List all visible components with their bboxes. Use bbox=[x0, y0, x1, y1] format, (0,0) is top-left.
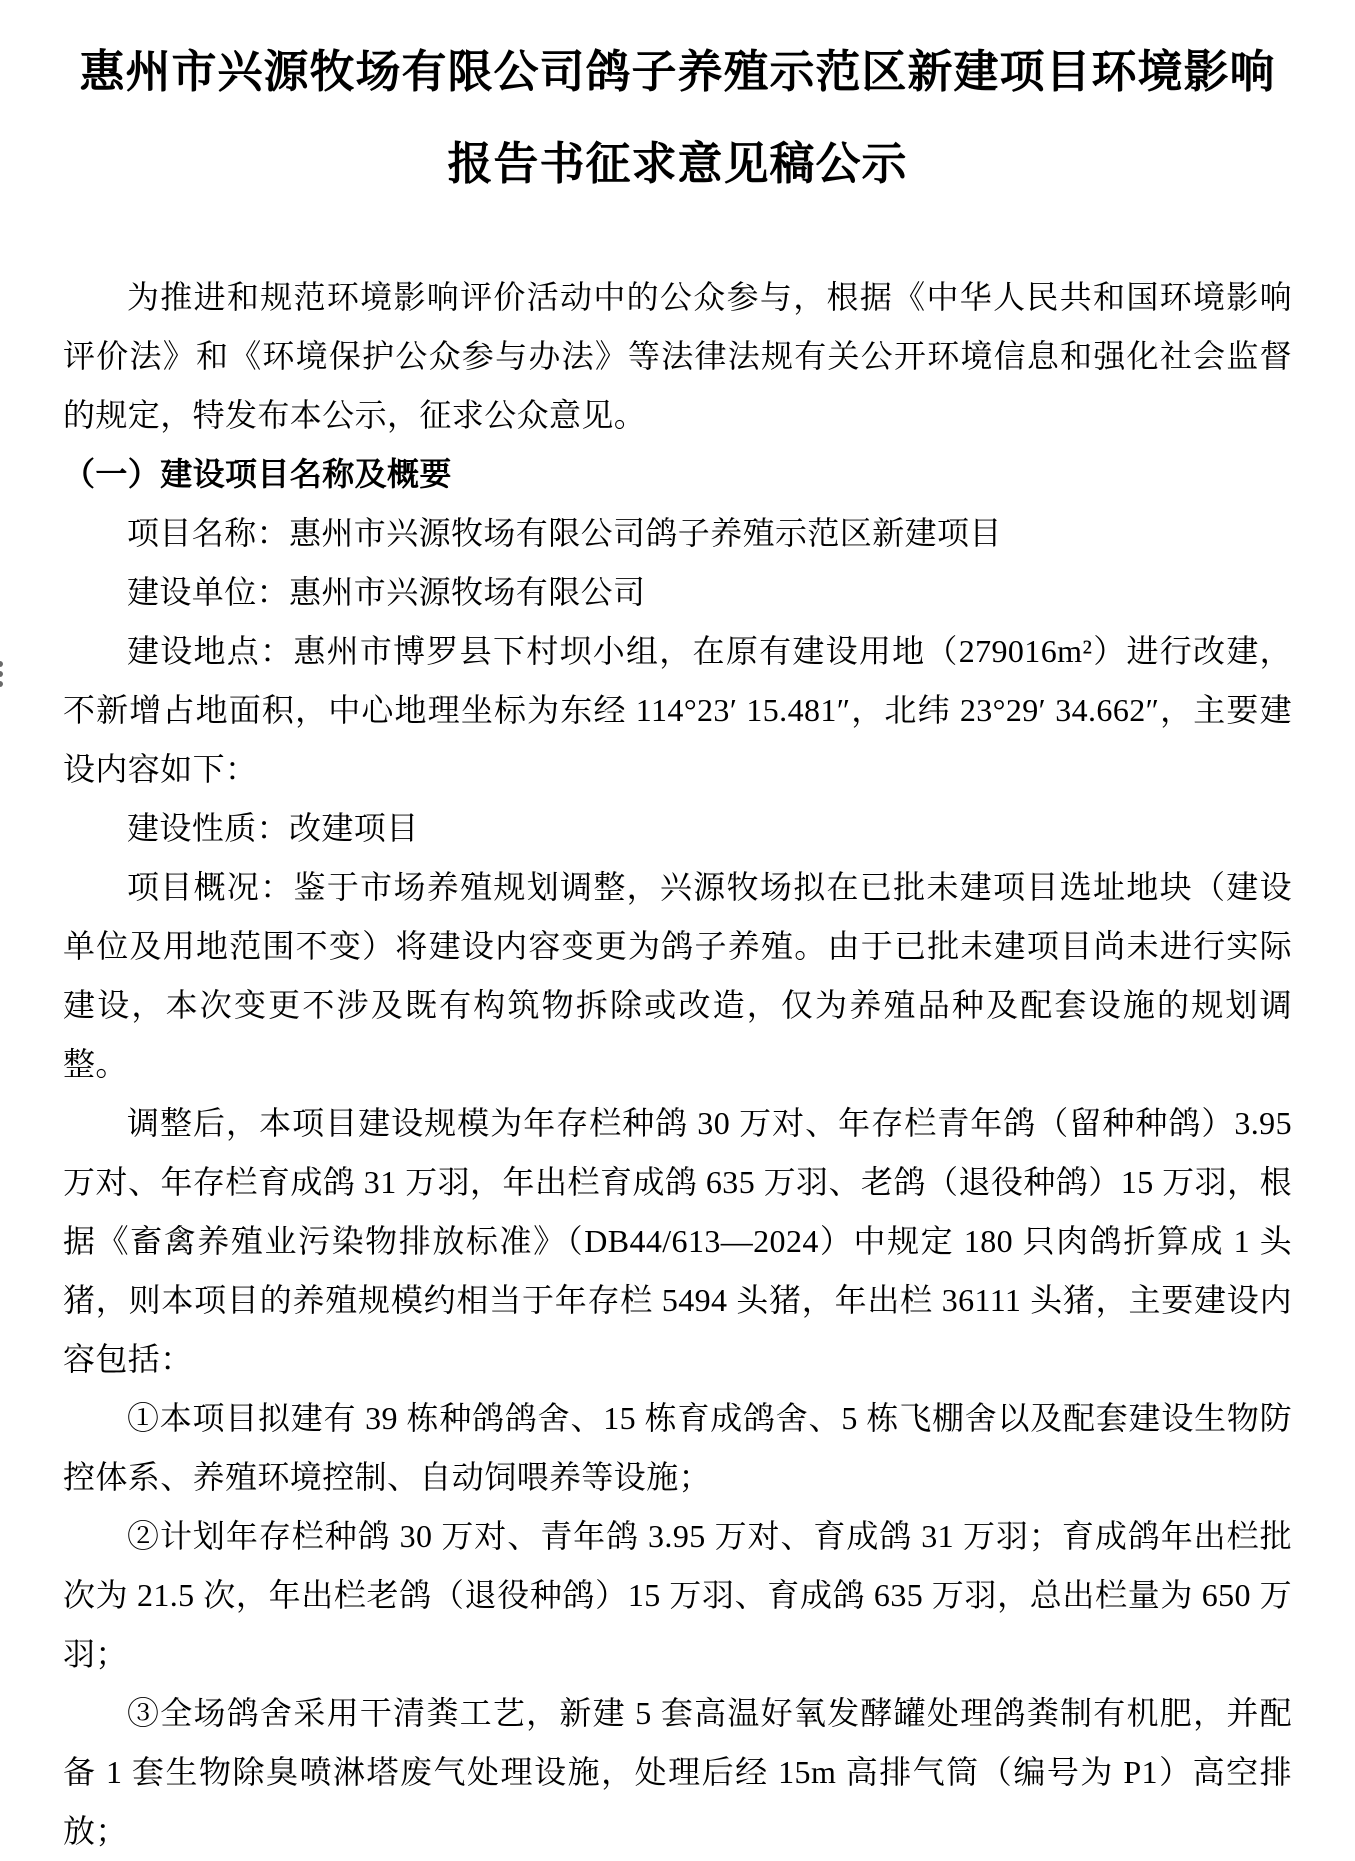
build-item-2-paragraph: ②计划年存栏种鸽 30 万对、青年鸽 3.95 万对、育成鸽 31 万羽；育成鸽年出栏批次为 21.5 次，年出栏老鸽（退役种鸽）15 万羽、育成鸽 635 万羽，总出栏量为 650 万羽； bbox=[63, 1518, 1292, 1672]
handle-dot bbox=[0, 661, 3, 667]
document-title-line-1: 惠州市兴源牧场有限公司鸽子养殖示范区新建项目环境影响 bbox=[79, 47, 1276, 97]
handle-dot bbox=[0, 681, 3, 687]
adjusted-scale-paragraph: 调整后，本项目建设规模为年存栏种鸽 30 万对、年存栏青年鸽（留种种鸽）3.95 万对、年存栏育成鸽 31 万羽，年出栏育成鸽 635 万羽、老鸽（退役种鸽）15 万羽，根据《畜禽养殖业污染物排放标准》（DB44/613—2024）中规定 180 只肉鸽折算成 1 头猪，则本项目的养殖规模约相当于年存栏 5494 头猪，年出栏 36111 头猪，主要建设内容包括： bbox=[63, 1105, 1292, 1377]
build-item-3-paragraph: ③全场鸽舍采用干清粪工艺，新建 5 套高温好氧发酵罐处理鸽粪制有机肥，并配备 1 套生物除臭喷淋塔废气处理设施，处理后经 15m 高排气筒（编号为 P1）高空排放； bbox=[63, 1695, 1292, 1849]
construction-nature-paragraph: 建设性质：改建项目 bbox=[127, 810, 419, 846]
document-title-line-2: 报告书征求意见稿公示 bbox=[447, 139, 908, 189]
section-1-heading: （一）建设项目名称及概要 bbox=[63, 456, 452, 492]
project-name-paragraph: 项目名称：惠州市兴源牧场有限公司鸽子养殖示范区新建项目 bbox=[127, 515, 1002, 551]
construction-unit-paragraph: 建设单位：惠州市兴源牧场有限公司 bbox=[127, 574, 646, 610]
drag-handle-icon[interactable] bbox=[0, 661, 5, 691]
document-body bbox=[63, 268, 1292, 1861]
document-title bbox=[40, 26, 1315, 210]
project-overview-paragraph: 项目概况：鉴于市场养殖规划调整，兴源牧场拟在已批未建项目选址地块（建设单位及用地范围不变）将建设内容变更为鸽子养殖。由于已批未建项目尚未进行实际建设，本次变更不涉及既有构筑物拆除或改造，仅为养殖品种及配套设施的规划调整。 bbox=[63, 869, 1292, 1082]
build-item-1-paragraph: ①本项目拟建有 39 栋种鸽鸽舍、15 栋育成鸽舍、5 栋飞棚舍以及配套建设生物防控体系、养殖环境控制、自动饲喂养等设施； bbox=[63, 1400, 1292, 1495]
intro-paragraph: 为推进和规范环境影响评价活动中的公众参与，根据《中华人民共和国环境影响评价法》和《环境保护公众参与办法》等法律法规有关公开环境信息和强化社会监督的规定，特发布本公示，征求公众意见。 bbox=[63, 279, 1292, 433]
handle-dot bbox=[0, 671, 3, 677]
construction-site-paragraph: 建设地点：惠州市博罗县下村坝小组，在原有建设用地（279016m²）进行改建，不新增占地面积，中心地理坐标为东经 114°23′ 15.481″，北纬 23°29′ 34.662″，主要建设内容如下： bbox=[63, 633, 1292, 787]
